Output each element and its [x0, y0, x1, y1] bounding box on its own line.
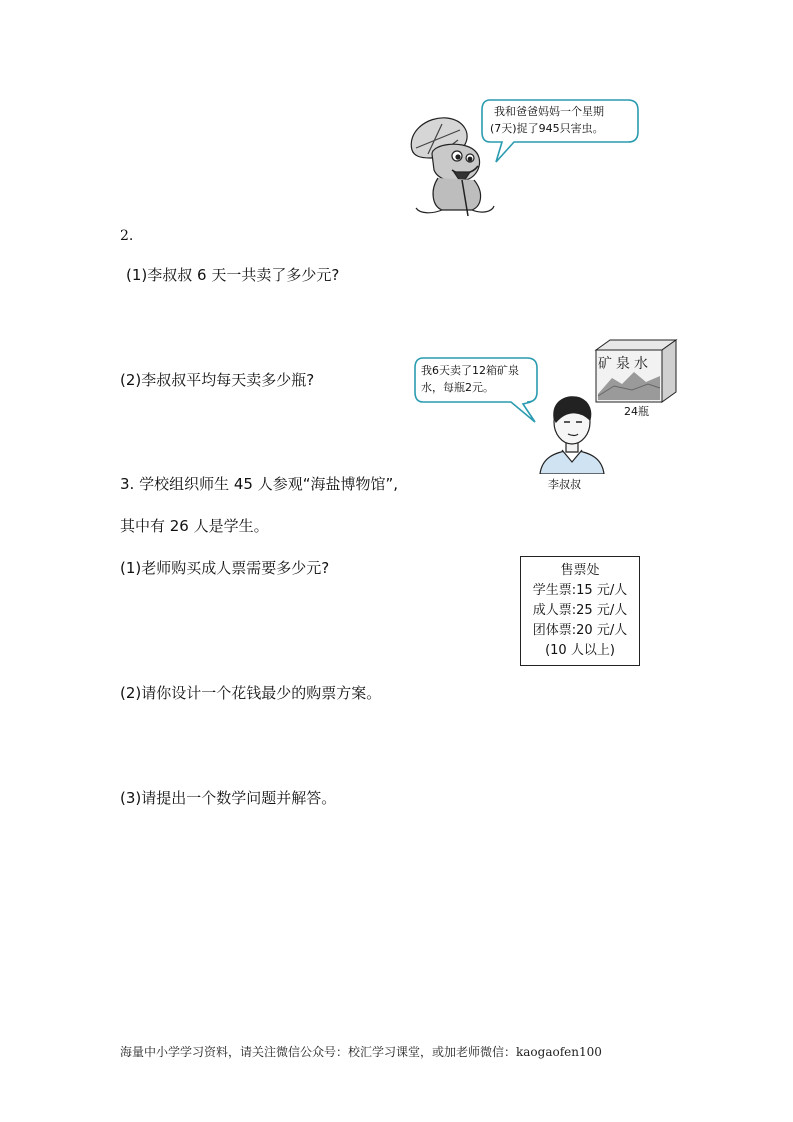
ticket-student-price: 学生票:15 元/人	[532, 583, 628, 598]
question-3-intro-line2: 其中有 26 人是学生。	[120, 517, 269, 535]
question-3-part2: (2)请你设计一个花钱最少的购票方案。	[120, 684, 382, 702]
question-3-intro-line1: 3. 学校组织师生 45 人参观“海盐博物馆”,	[120, 475, 399, 493]
ticket-group-price: 团体票:20 元/人	[532, 623, 628, 638]
footer-note: 海量中小学学习资料，请关注微信公众号：校汇学习课堂，或加老师微信：kaogaofen100	[120, 1045, 602, 1059]
question-2-part2: (2)李叔叔平均每天卖多少瓶?	[120, 371, 315, 389]
question-3-part3: (3)请提出一个数学问题并解答。	[120, 789, 337, 807]
ticket-adult-price: 成人票:25 元/人	[532, 603, 628, 618]
uncle-illustration	[532, 392, 612, 474]
uncle-name-caption: 李叔叔	[548, 478, 581, 491]
ticket-office-title: 售票处	[560, 563, 600, 578]
frog-bubble-line1: 我和爸爸妈妈一个星期	[494, 105, 604, 118]
frog-bubble-line2: (7天)捉了945只害虫。	[490, 122, 604, 135]
question-2-part1: (1)李叔叔 6 天一共卖了多少元?	[126, 266, 340, 284]
question-2-number: 2.	[120, 228, 134, 244]
uncle-bubble-line2: 水，每瓶2元。	[421, 381, 494, 394]
ticket-office-box	[520, 556, 640, 666]
ticket-group-note: (10 人以上)	[545, 643, 615, 658]
water-box-caption: 24瓶	[624, 405, 649, 418]
uncle-bubble-line1: 我6天卖了12箱矿泉	[421, 364, 519, 377]
question-3-part1: (1)老师购买成人票需要多少元?	[120, 559, 330, 577]
water-box-label: 矿泉水	[598, 356, 652, 372]
